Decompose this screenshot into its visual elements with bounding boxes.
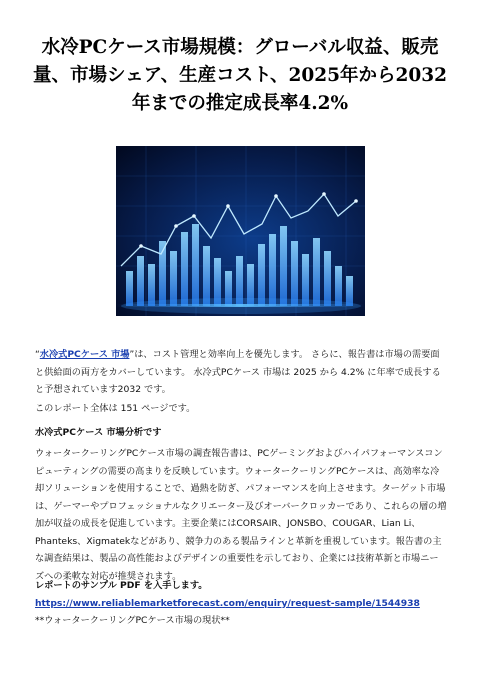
analysis-paragraph: ウォータークーリングPCケース市場の調査報告書は、PCゲーミングおよびハイパフォーマンスコンピューティングの需要の高まりを反映しています。ウォータークーリングPCケースは、高効率な冷却ソリューションを使用することで、過熱を防ぎ、パフォーマンスを向上させます。ターゲット市場は、ゲーマーやプロフェッショナルなクリエーター及びオーバークロッカーであり、これらの層の増加が収益の成長を促進しています。主要企業にはCORSAIR、JONSBO、COUGAR、Lian Li、Phanteks、Xigmatekなどがあり、競争力のある製品ラインと革新を重視しています。報告書の主な調査結果は、製品の高性能およびデザインの重要性を示しており、企業には技術革新と市場ニーズへの柔軟な対応が推奨されます。 bbox=[35, 448, 447, 582]
hero-chart-image bbox=[116, 146, 365, 316]
sample-link[interactable]: https://www.reliablemarketforecast.com/enquiry/request-sample/1544938 bbox=[35, 597, 420, 609]
intro-paragraph bbox=[35, 346, 447, 399]
current-status-heading: **ウォータークーリングPCケース市場の現状** bbox=[35, 615, 230, 626]
market-link[interactable]: 水冷式PCケース 市場 bbox=[39, 349, 130, 360]
intro-quote-open: “ bbox=[35, 349, 40, 360]
sample-label: レポートのサンプル PDF を入手します。 bbox=[35, 580, 208, 591]
analysis-heading: 水冷式PCケース 市場分析です bbox=[35, 427, 162, 438]
page-count-text: このレポート全体は 151 ページです。 bbox=[35, 403, 196, 414]
page-title: 水冷PCケース市場規模：グローバル収益、販売量、市場シェア、生産コスト、2025年から2032年までの推定成長率4.2% bbox=[33, 37, 447, 114]
intro-text: ”は、コスト管理と効率向上を優先します。 さらに、報告書は市場の需要面と供給面の両方をカバーしています。 水冷式PCケース 市場は 2025 から 4.2% に年率で成長すると予想されています2032 です。 bbox=[35, 349, 441, 395]
sample-request bbox=[35, 577, 447, 612]
